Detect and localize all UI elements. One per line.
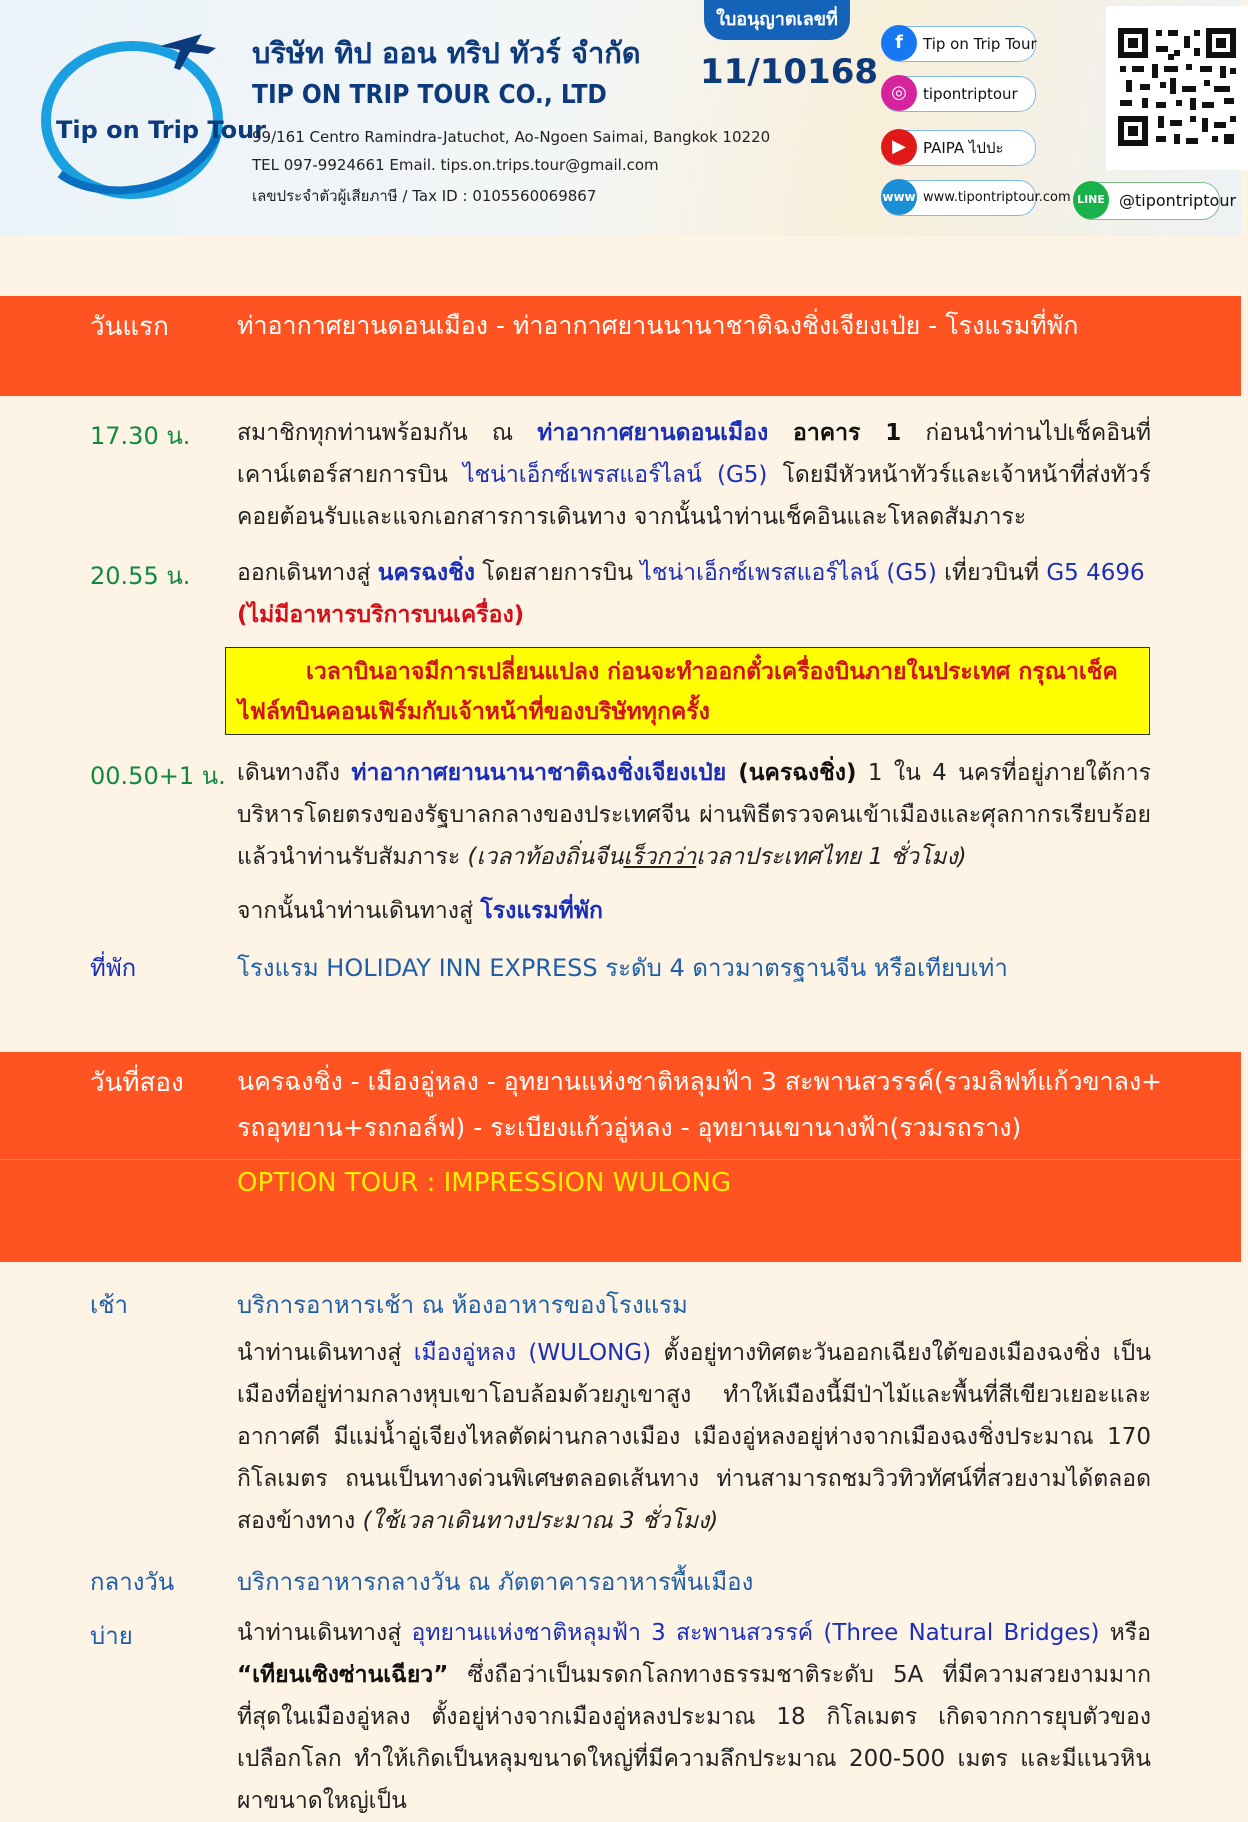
day2-banner xyxy=(0,1052,1241,1262)
youtube-label: PAIPA ไปปะ xyxy=(923,139,1004,157)
license-number: 11/10168 xyxy=(700,52,879,92)
line-icon: LINE xyxy=(1073,181,1109,219)
line-link[interactable] xyxy=(1074,182,1237,220)
instagram-link[interactable] xyxy=(882,76,1036,112)
flight-time-notice xyxy=(225,647,1150,735)
time-0050: 00.50+1 น. xyxy=(90,762,226,790)
company-logo xyxy=(40,24,266,199)
company-name-en: TIP ON TRIP TOUR CO., LTD xyxy=(252,80,607,110)
company-contact: TEL 097-9924661 Email. tips.on.trips.tour@gmail.com xyxy=(252,156,659,174)
breakfast-text: บริการอาหารเช้า ณ ห้องอาหารของโรงแรม xyxy=(237,1291,688,1319)
lunch-text: บริการอาหารกลางวัน ณ ภัตตาคารอาหารพื้นเมือง xyxy=(237,1568,754,1596)
day2-title-line1: นครฉงชิ่ง - เมืองอู่หลง - อุทยานแห่งชาติหลุมฟ้า 3 สะพานสวรรค์(รวมลิฟท์แก้วขาลง+ xyxy=(237,1067,1163,1096)
facebook-icon: f xyxy=(881,25,917,61)
day2-paragraph-bridges: นำท่านเดินทางสู่ อุทยานแห่งชาติหลุมฟ้า 3 สะพานสวรรค์ (Three Natural Bridges) หรือ “เทียนเซิงซ่านเฉียว” ซึ่งถือว่าเป็นมรดกโลกทางธรรมชาติระดับ 5A ที่มีความสวยงามมากที่สุดในเมืองอู่หลง ตั้งอยู่ห่างจากเมืองอู่หลงประมาณ 18 กิโลเมตร เกิดจากการยุบตัวของเปลือกโลก ทำให้เกิดเป็นหลุมขนาดใหญ่ที่มีความลึกประมาณ 200-500 เมตร และมีแนวหินผาขนาดใหญ่เป็น xyxy=(237,1620,1151,1814)
stay-label: ที่พัก xyxy=(90,954,137,982)
company-address: 99/161 Centro Ramindra-Jatuchot, Ao-Ngoen Saimai, Bangkok 10220 xyxy=(252,128,771,146)
lunch-label: กลางวัน xyxy=(90,1568,175,1596)
afternoon-label: บ่าย xyxy=(90,1622,133,1650)
day1-title: ท่าอากาศยานดอนเมือง - ท่าอากาศยานนานาชาติฉงชิ่งเจียงเป่ย - โรงแรมที่พัก xyxy=(237,311,1079,340)
option-tour-label: OPTION TOUR : IMPRESSION WULONG xyxy=(237,1168,732,1198)
website-label: www.tipontriptour.com xyxy=(923,190,1071,205)
breakfast-label: เช้า xyxy=(90,1291,128,1319)
day1-label: วันแรก xyxy=(90,312,169,342)
youtube-link[interactable] xyxy=(882,130,1036,166)
logo-text: Tip on Trip Tour xyxy=(56,116,266,144)
website-link[interactable] xyxy=(882,180,1071,216)
notice-text: เวลาบินอาจมีการเปลี่ยนแปลง ก่อนจะทำออกตั๋วเครื่องบินภายในประเทศ กรุณาเช็คไฟล์ทบินคอนเฟิร์มกับเจ้าหน้าที่ของบริษัททุกครั้ง xyxy=(238,659,1118,725)
facebook-label: Tip on Trip Tour xyxy=(923,35,1037,53)
day2-paragraph-wulong: นำท่านเดินทางสู่ เมืองอู่หลง (WULONG) ตั้งอยู่ทางทิศตะวันออกเฉียงใต้ของเมืองฉงชิ่ง เป็นเมืองที่อยู่ท่ามกลางหุบเขาโอบล้อมด้วยภูเขาสูง ทำให้เมืองนี้มีป่าไม้และพื้นที่สีเขียวเยอะและอากาศดี มีแม่น้ำอู่เจียงไหลตัดผ่านกลางเมือง เมืองอู่หลงอยู่ห่างจากเมืองฉงชิ่งประมาณ 170 กิโลเมตร ถนนเป็นทางด่วนพิเศษตลอดเส้นทาง ท่านสามารถชมวิวทิวทัศน์ที่สวยงามได้ตลอดสองข้างทาง (ใช้เวลาเดินทางประมาณ 3 ชั่วโมง) xyxy=(237,1340,1151,1534)
globe-icon: www xyxy=(881,179,917,215)
stay-hotel: โรงแรม HOLIDAY INN EXPRESS ระดับ 4 ดาวมาตรฐานจีน หรือเทียบเท่า xyxy=(237,954,1008,982)
line-label: @tipontriptour xyxy=(1119,191,1237,210)
license-label: ใบอนุญาตเลขที่ xyxy=(704,0,850,40)
day2-label: วันที่สอง xyxy=(90,1068,184,1098)
instagram-label: tipontriptour xyxy=(923,85,1018,103)
time-2055: 20.55 น. xyxy=(90,562,191,590)
day1-paragraph-checkin: สมาชิกทุกท่านพร้อมกัน ณ ท่าอากาศยานดอนเมือง อาคาร 1 ก่อนนำท่านไปเช็คอินที่เคาน์เตอร์สายการบิน ไชน่าเอ็กซ์เพรสแอร์ไลน์ (G5) โดยมีหัวหน้าทัวร์และเจ้าหน้าที่ส่งทัวร์คอยต้อนรับและแจกเอกสารการเดินทาง จากนั้นนำท่านเช็คอินและโหลดสัมภาระ xyxy=(237,420,1151,530)
day2-title-line2: รถอุทยาน+รถกอล์ฟ) - ระเบียงแก้วอู่หลง - อุทยานเขานางฟ้า(รวมรถราง) xyxy=(237,1113,1022,1142)
youtube-icon: ▶ xyxy=(881,129,917,165)
company-tax-id: เลขประจำตัวผู้เสียภาษี / Tax ID : 0105560069867 xyxy=(252,187,597,205)
day1-banner xyxy=(0,296,1241,396)
company-name-th: บริษัท ทิป ออน ทริป ทัวร์ จำกัด xyxy=(252,36,641,70)
day1-paragraph-hotel: จากนั้นนำท่านเดินทางสู่ โรงแรมที่พัก xyxy=(237,898,603,924)
facebook-link[interactable] xyxy=(882,26,1036,62)
time-1730: 17.30 น. xyxy=(90,422,191,450)
qr-code-image xyxy=(1106,6,1248,170)
day1-paragraph-depart: ออกเดินทางสู่ นครฉงชิ่ง โดยสายการบิน ไชน่าเอ็กซ์เพรสแอร์ไลน์ (G5) เที่ยวบินที่ G5 4696 (ไม่มีอาหารบริการบนเครื่อง) xyxy=(237,560,1145,628)
day1-paragraph-arrive: เดินทางถึง ท่าอากาศยานนานาชาติฉงชิ่งเจียงเป่ย (นครฉงชิ่ง) 1 ใน 4 นครที่อยู่ภายใต้การบริหารโดยตรงของรัฐบาลกลางของประเทศจีน ผ่านพิธีตรวจคนเข้าเมืองและศุลกากรเรียบร้อยแล้วนำท่านรับสัมภาระ (เวลาท้องถิ่นจีนเร็วกว่าเวลาประเทศไทย 1 ชั่วโมง) xyxy=(237,760,1152,870)
letterhead xyxy=(0,0,1241,236)
instagram-icon: ◎ xyxy=(881,75,917,111)
